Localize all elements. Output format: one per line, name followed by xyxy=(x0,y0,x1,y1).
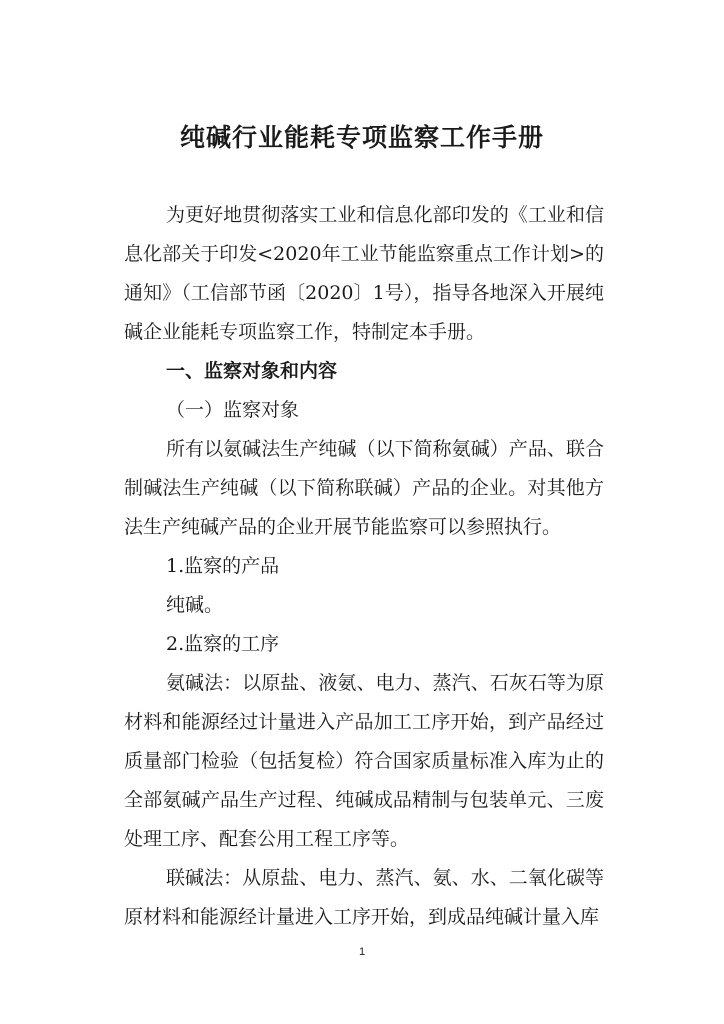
document-body xyxy=(124,196,604,937)
combined-soda-paragraph: 联碱法：从原盐、电力、蒸汽、氨、水、二氧化碳等原材料和能源经计量进入工序开始，到成品纯碱计量入库 xyxy=(124,867,604,928)
page-number: 1 xyxy=(358,946,366,958)
item-heading-products: 1.监察的产品 xyxy=(166,555,280,577)
section-heading-1: 一、监察对象和内容 xyxy=(166,360,338,382)
products-paragraph: 纯碱。 xyxy=(166,594,224,616)
intro-paragraph: 为更好地贯彻落实工业和信息化部印发的《工业和信息化部关于印发<2020年工业节能监察重点工作计划>的通知》（工信部节函〔2020〕1号），指导各地深入开展纯碱企业能耗专项监察工作，特制定本手册。 xyxy=(124,204,604,343)
scope-paragraph: 所有以氨碱法生产纯碱（以下简称氨碱）产品、联合制碱法生产纯碱（以下简称联碱）产品的企业。对其他方法生产纯碱产品的企业开展节能监察可以参照执行。 xyxy=(124,438,604,538)
item-heading-processes: 2.监察的工序 xyxy=(166,633,280,655)
subsection-heading-1: （一）监察对象 xyxy=(166,399,300,421)
document-title: 纯碱行业能耗专项监察工作手册 xyxy=(179,123,544,152)
ammonia-soda-paragraph: 氨碱法：以原盐、液氨、电力、蒸汽、石灰石等为原材料和能源经过计量进入产品加工工序开始，到产品经过质量部门检验（包括复检）符合国家质量标准入库为止的全部氨碱产品生产过程、纯碱成品精制与包装单元、三废处理工序、配套公用工程工序等。 xyxy=(124,672,604,850)
